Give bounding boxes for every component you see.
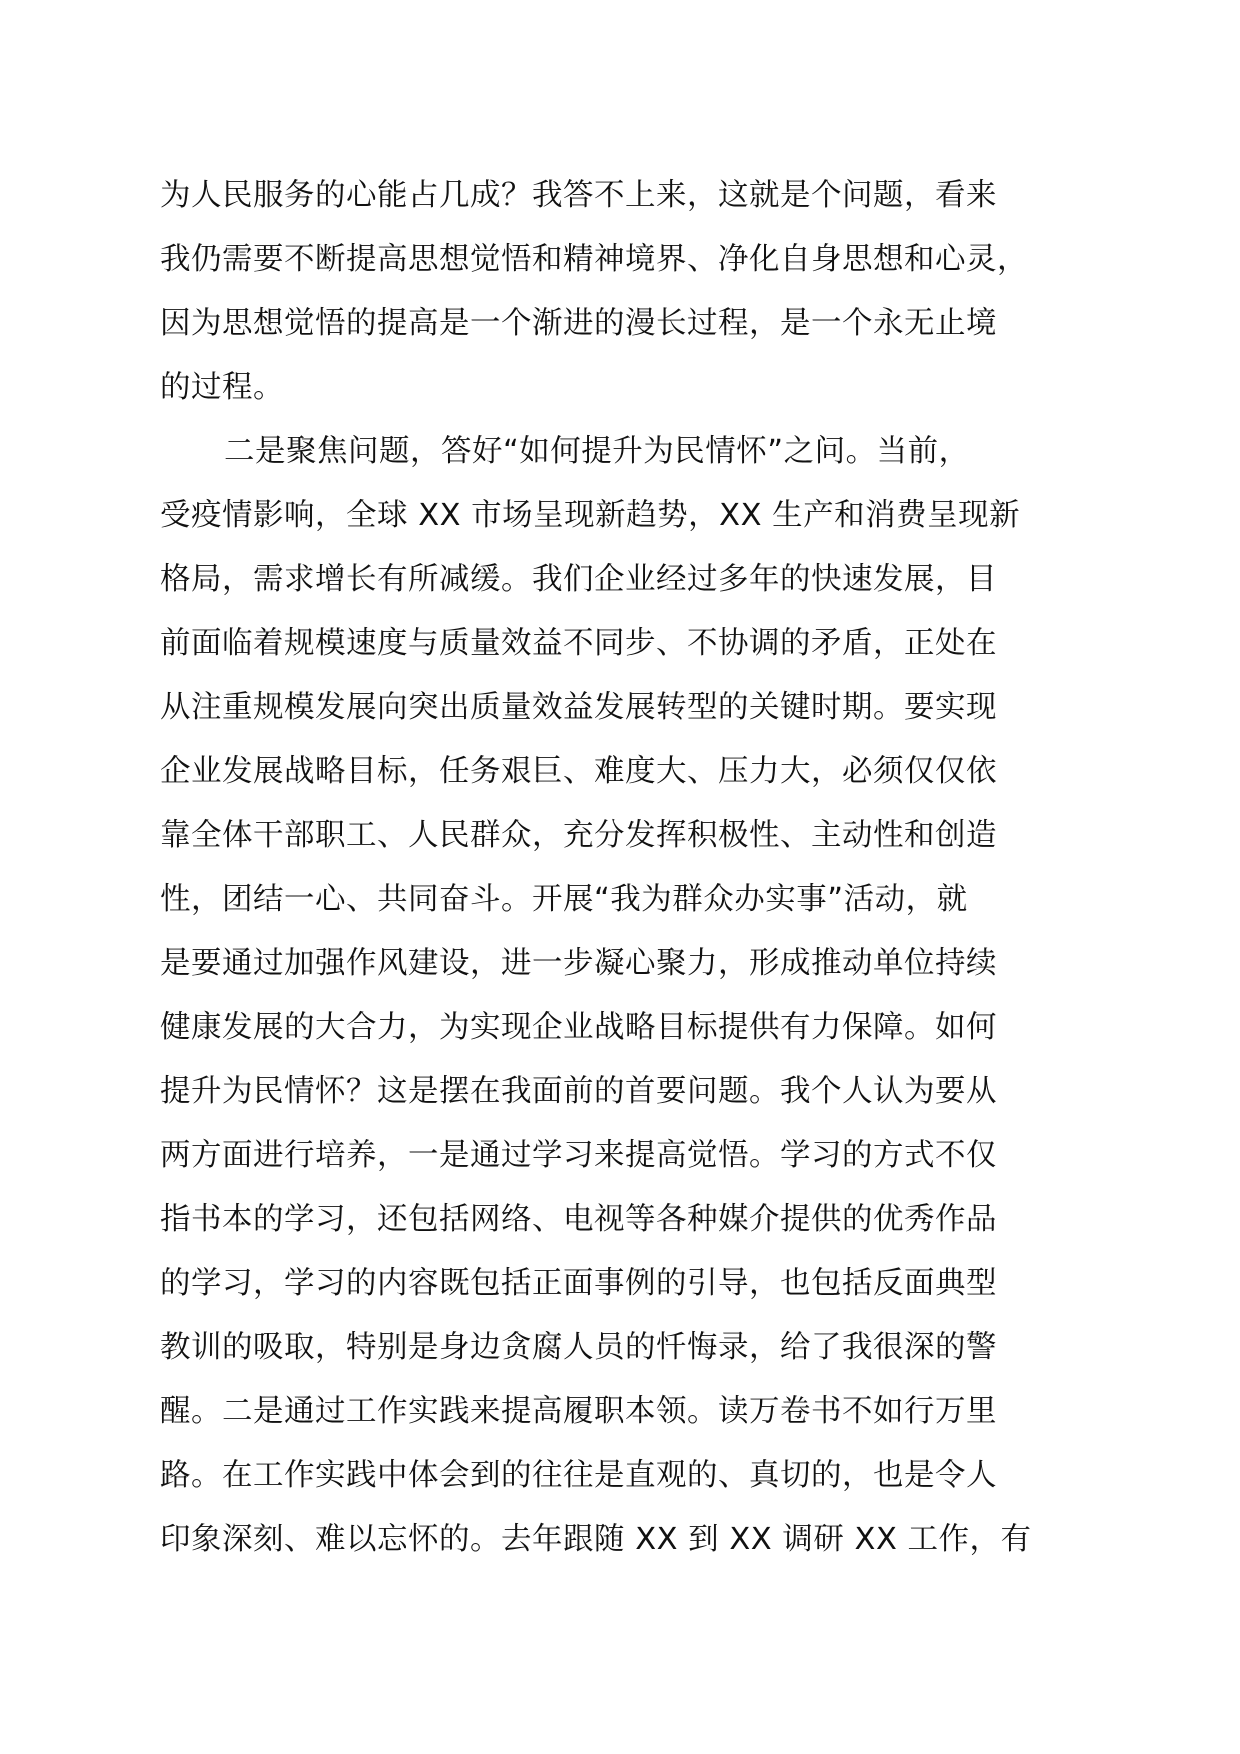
body-text (160, 164, 1100, 1572)
text-line: 我仍需要不断提高思想觉悟和精神境界、净化自身思想和心灵， (160, 242, 1028, 277)
text-line: 性，团结一心、共同奋斗。开展“我为群众办实事”活动，就 (160, 882, 968, 917)
text-line: 醒。二是通过工作实践来提高履职本领。读万卷书不如行万里 (160, 1394, 997, 1429)
text-line: 教训的吸取，特别是身边贪腐人员的忏悔录，给了我很深的警 (160, 1330, 997, 1365)
text-line: 受疫情影响，全球 XX 市场呈现新趋势，XX 生产和消费呈现新 (160, 498, 1021, 533)
text-line: 为人民服务的心能占几成？我答不上来，这就是个问题，看来 (160, 178, 997, 213)
text-line: 格局，需求增长有所减缓。我们企业经过多年的快速发展，目 (160, 562, 997, 597)
text-line: 健康发展的大合力，为实现企业战略目标提供有力保障。如何 (160, 1010, 997, 1045)
text-line: 企业发展战略目标，任务艰巨、难度大、压力大，必须仅仅依 (160, 754, 997, 789)
text-line: 从注重规模发展向突出质量效益发展转型的关键时期。要实现 (160, 690, 997, 725)
text-line: 的学习，学习的内容既包括正面事例的引导，也包括反面典型 (160, 1266, 997, 1301)
text-line: 靠全体干部职工、人民群众，充分发挥积极性、主动性和创造 (160, 818, 997, 853)
paragraph-start-line: 二是聚焦问题，答好“如何提升为民情怀”之问。当前， (224, 434, 970, 469)
text-line: 是要通过加强作风建设，进一步凝心聚力，形成推动单位持续 (160, 946, 997, 981)
text-line: 路。在工作实践中体会到的往往是直观的、真切的，也是令人 (160, 1458, 997, 1493)
text-line: 提升为民情怀？这是摆在我面前的首要问题。我个人认为要从 (160, 1074, 997, 1109)
text-line: 指书本的学习，还包括网络、电视等各种媒介提供的优秀作品 (160, 1202, 997, 1237)
text-line: 因为思想觉悟的提高是一个渐进的漫长过程，是一个永无止境 (160, 306, 997, 341)
text-line: 的过程。 (160, 370, 284, 405)
text-line: 前面临着规模速度与质量效益不同步、不协调的矛盾，正处在 (160, 626, 997, 661)
text-line: 两方面进行培养，一是通过学习来提高觉悟。学习的方式不仅 (160, 1138, 997, 1173)
text-line: 印象深刻、难以忘怀的。去年跟随 XX 到 XX 调研 XX 工作，有 (160, 1522, 1032, 1557)
